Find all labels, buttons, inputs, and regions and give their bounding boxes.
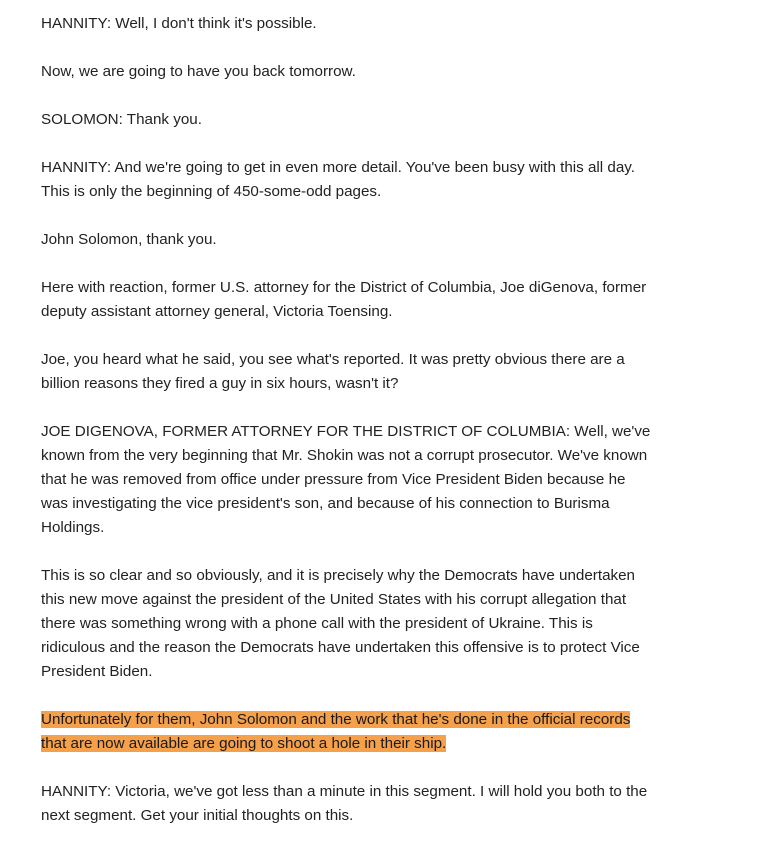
paragraph-hannity-possible: HANNITY: Well, I don't think it's possible.: [41, 15, 317, 32]
transcript-article: [41, 12, 681, 852]
highlighted-text: Unfortunately for them, John Solomon and the work that he's done in the official records that are now available are going to shoot a hole in their ship.: [41, 711, 631, 752]
paragraph-solomon-thanks: SOLOMON: Thank you.: [41, 111, 202, 128]
paragraph-back-tomorrow: Now, we are going to have you back tomorrow.: [41, 63, 356, 80]
paragraph-hannity-victoria: HANNITY: Victoria, we've got less than a minute in this segment. I will hold you both to the next segment. Get your initial thoughts on this.: [41, 783, 648, 824]
paragraph-thank-solomon: John Solomon, thank you.: [41, 231, 217, 248]
paragraph-reaction-intro: Here with reaction, former U.S. attorney for the District of Columbia, Joe diGenova, former deputy assistant attorney general, Victoria Toensing.: [41, 279, 647, 320]
paragraph-highlighted-quote: [41, 708, 681, 756]
paragraph-digenova-answer: JOE DIGENOVA, FORMER ATTORNEY FOR THE DISTRICT OF COLUMBIA: Well, we've known from the very beginning that Mr. Shokin was not a corrupt prosecutor. We've known that he was removed from office under pressure from Vice President Biden because he was investigating the vice president's son, and because of his connection to Burisma Holdings.: [41, 423, 651, 536]
paragraph-hannity-detail: HANNITY: And we're going to get in even more detail. You've been busy with this all day. This is only the beginning of 450-some-odd pages.: [41, 159, 635, 200]
paragraph-question-joe: Joe, you heard what he said, you see what's reported. It was pretty obvious there are a billion reasons they fired a guy in six hours, wasn't it?: [41, 351, 625, 392]
paragraph-democrats-move: This is so clear and so obviously, and it is precisely why the Democrats have undertaken this new move against the president of the United States with his corrupt allegation that there was something wrong with a phone call with the president of Ukraine. This is ridiculous and the reason the Democrats have undertaken this offensive is to protect Vice President Biden.: [41, 567, 640, 680]
